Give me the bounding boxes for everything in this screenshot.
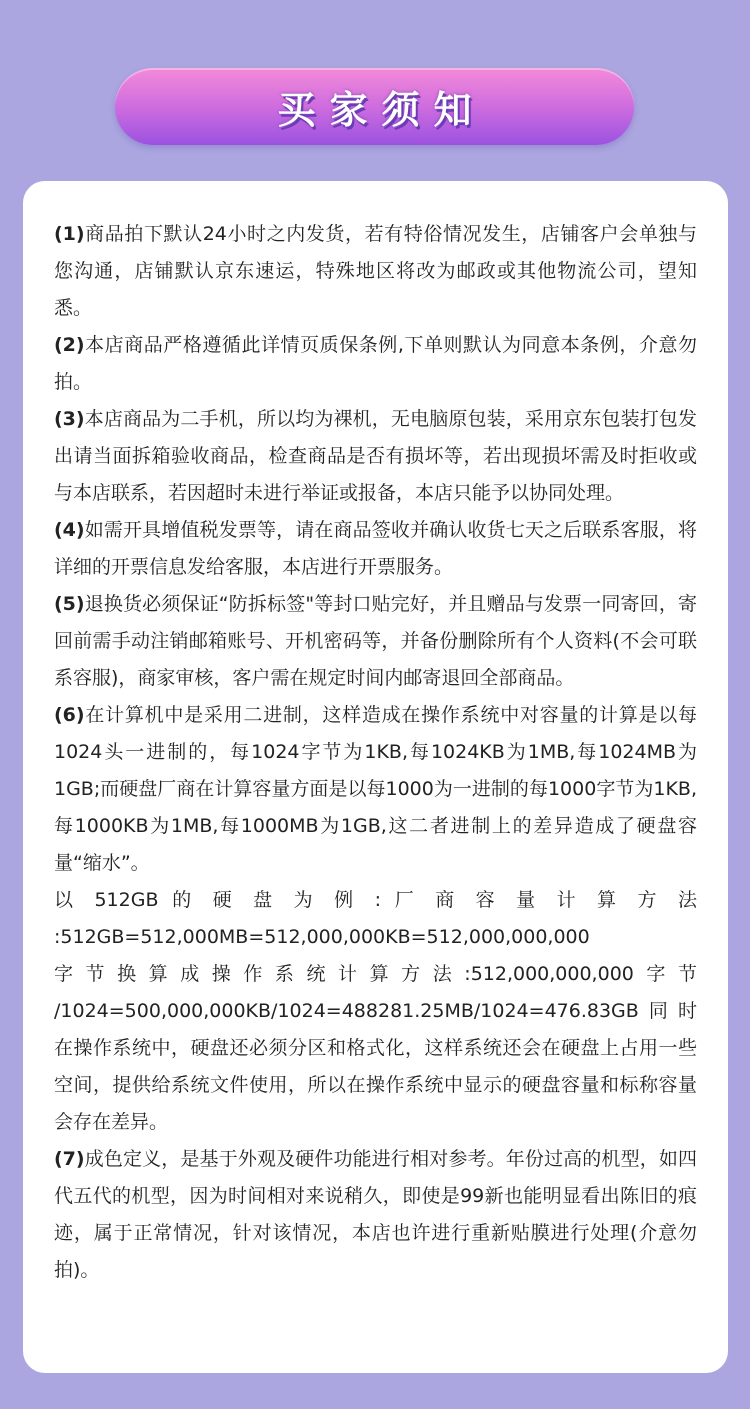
item-text: 本店商品为二手机，所以均为裸机，无电脑原包装，采用京东包装打包发出请当面拆箱验收商品，检查商品是否有损坏等，若出现损坏需及时拒收或与本店联系，若因超时未进行举证或报备，本店只能予以协同处理。 [54,408,697,504]
item-text: 商品拍下默认24小时之内发货，若有特俗情况发生，店铺客户会单独与您沟通，店铺默认京东速运，特殊地区将改为邮政或其他物流公司，望知悉。 [54,223,697,319]
example-line: 字节换算成操作系统计算方法:512,000,000,000字节 [54,963,697,985]
item-number: (1) [54,223,85,245]
item-text: 如需开具增值税发票等，请在商品签收并确认收货七天之后联系客服，将详细的开票信息发给客服，本店进行开票服务。 [54,519,697,578]
title-banner [115,68,634,145]
notice-item-5 [54,586,697,697]
page-title: 买家须知 [277,88,486,132]
example-line: /1024=500,000,000KB/1024=488281.25MB/1024=476.83GB同时 [54,1000,697,1022]
example-line: 以 512GB 的 硬 盘 为 例 : 厂 商 容 量 计 算 方 法 [54,889,697,911]
item-number: (6) [54,704,85,726]
example-paragraph: 在操作系统中，硬盘还必须分区和格式化，这样系统还会在硬盘上占用一些空间，提供给系统文件使用，所以在操作系统中显示的硬盘容量和标称容量会存在差异。 [54,1037,697,1133]
item-number: (4) [54,519,85,541]
item-number: (2) [54,334,85,356]
notice-item-2 [54,327,697,401]
item-text: 退换货必须保证“防拆标签"等封口贴完好，并且赠品与发票一同寄回，寄回前需手动注销邮箱账号、开机密码等，并备份删除所有个人资料(不会可联系容服)，商家审核，客户需在规定时间内邮寄退回全部商品。 [54,593,697,689]
notice-item-4 [54,512,697,586]
notice-item-3 [54,401,697,512]
notice-item-1 [54,216,697,327]
example-line: :512GB=512,000MB=512,000,000KB=512,000,000,000 [54,926,590,948]
item-text: 本店商品严格遵循此详情页质保条例,下单则默认为同意本条例，介意勿拍。 [54,334,697,393]
item-text: 在计算机中是采用二进制，这样造成在操作系统中对容量的计算是以每1024头一进制的，每1024字节为1KB,每1024KB为1MB,每1024MB为1GB;而硬盘厂商在计算容量方面是以每1000为一进制的每1000字节为1KB,每1000KB为1MB,每1000MB为1GB,这二者进制上的差异造成了硬盘容量“缩水”。 [54,704,697,874]
item-number: (3) [54,408,85,430]
notice-content [54,216,697,1289]
notice-item-6 [54,697,697,882]
item-number: (7) [54,1148,85,1170]
item-text: 成色定义，是基于外观及硬件功能进行相对参考。年份过高的机型，如四代五代的机型，因为时间相对来说稍久，即使是99新也能明显看出陈旧的痕迹，属于正常情况，针对该情况，本店也许进行重新贴膜进行处理(介意勿拍)。 [54,1148,697,1281]
notice-item-7 [54,1141,697,1289]
item-number: (5) [54,593,85,615]
